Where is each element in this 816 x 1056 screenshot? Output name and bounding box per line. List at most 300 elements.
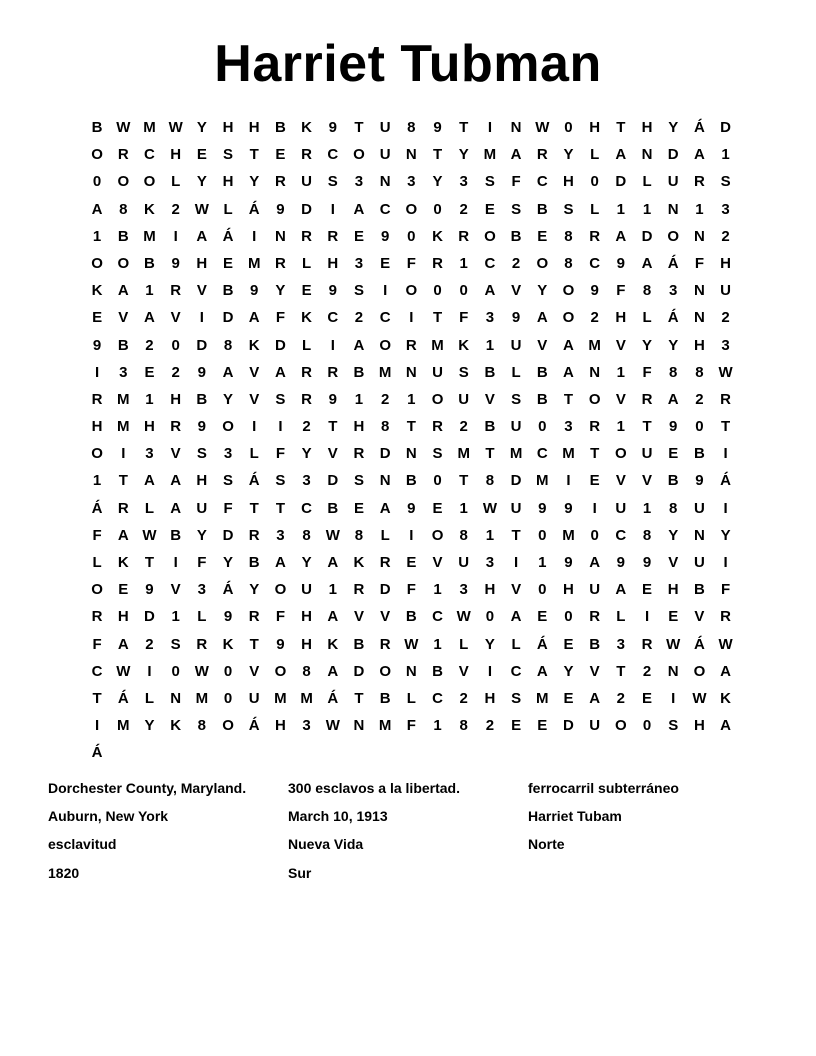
grid-cell[interactable]: D <box>327 472 339 490</box>
grid-cell[interactable]: B <box>405 472 417 490</box>
grid-cell[interactable]: R <box>117 499 129 517</box>
grid-cell[interactable]: T <box>249 146 259 164</box>
grid-cell[interactable]: W <box>666 635 681 653</box>
grid-cell[interactable]: 0 <box>642 717 652 735</box>
grid-cell[interactable]: A <box>144 472 155 490</box>
grid-cell[interactable]: D <box>222 526 234 544</box>
grid-cell[interactable]: C <box>327 146 339 164</box>
grid-cell[interactable]: L <box>144 689 155 707</box>
grid-cell[interactable]: W <box>456 608 471 626</box>
grid-cell[interactable]: H <box>117 608 129 626</box>
grid-cell[interactable]: 0 <box>223 662 233 680</box>
grid-cell[interactable]: D <box>144 608 155 626</box>
grid-cell[interactable]: Y <box>563 146 574 164</box>
grid-cell[interactable]: Á <box>693 119 705 136</box>
grid-cell[interactable]: O <box>405 282 418 300</box>
grid-cell[interactable]: 9 <box>328 282 337 300</box>
grid-cell[interactable]: Y <box>563 662 574 680</box>
grid-cell[interactable]: V <box>170 309 181 327</box>
grid-cell[interactable]: 2 <box>459 689 468 707</box>
grid-cell[interactable]: R <box>458 227 470 245</box>
grid-cell[interactable]: Á <box>667 309 679 327</box>
grid-cell[interactable]: V <box>170 445 181 463</box>
grid-cell[interactable]: B <box>536 363 548 381</box>
grid-cell[interactable]: O <box>274 581 287 599</box>
grid-cell[interactable]: N <box>405 146 417 164</box>
grid-cell[interactable]: M <box>431 336 444 354</box>
grid-cell[interactable]: 2 <box>171 200 180 218</box>
grid-cell[interactable]: L <box>406 689 416 707</box>
grid-cell[interactable]: Y <box>223 554 234 571</box>
grid-cell[interactable]: R <box>720 390 732 408</box>
grid-cell[interactable]: V <box>511 282 522 300</box>
grid-cell[interactable]: 0 <box>538 581 547 599</box>
grid-cell[interactable]: 8 <box>459 526 468 544</box>
grid-cell[interactable]: W <box>325 717 340 735</box>
grid-cell[interactable]: N <box>693 282 705 300</box>
grid-cell[interactable]: R <box>353 445 365 463</box>
grid-cell[interactable]: K <box>91 282 103 300</box>
grid-cell[interactable]: I <box>173 554 178 571</box>
grid-cell[interactable]: Y <box>196 173 207 191</box>
grid-cell[interactable]: R <box>91 608 103 626</box>
grid-cell[interactable]: E <box>432 499 443 517</box>
grid-cell[interactable]: 0 <box>695 418 704 436</box>
grid-cell[interactable]: T <box>459 472 469 490</box>
grid-cell[interactable]: D <box>510 472 522 490</box>
grid-cell[interactable]: 0 <box>485 608 495 626</box>
grid-cell[interactable]: Y <box>223 390 234 408</box>
grid-cell[interactable]: O <box>562 282 575 300</box>
grid-cell[interactable]: N <box>405 363 417 381</box>
grid-cell[interactable]: T <box>249 635 259 653</box>
grid-cell[interactable]: O <box>615 445 627 463</box>
grid-cell[interactable]: M <box>143 119 156 136</box>
grid-cell[interactable]: Y <box>668 526 679 544</box>
grid-cell[interactable]: R <box>91 390 103 408</box>
grid-cell[interactable]: V <box>458 662 469 680</box>
grid-cell[interactable]: I <box>383 282 388 300</box>
grid-cell[interactable]: A <box>91 200 103 218</box>
grid-cell[interactable]: W <box>692 689 707 707</box>
grid-cell[interactable]: S <box>563 200 574 218</box>
grid-cell[interactable]: 1 <box>433 635 442 653</box>
grid-cell[interactable]: B <box>248 554 260 571</box>
grid-cell[interactable]: H <box>170 146 182 164</box>
grid-cell[interactable]: V <box>694 608 705 626</box>
grid-cell[interactable]: 1 <box>695 200 704 218</box>
grid-cell[interactable]: E <box>144 363 155 381</box>
grid-cell[interactable]: V <box>589 662 600 680</box>
grid-cell[interactable]: N <box>693 309 705 327</box>
grid-cell[interactable]: A <box>667 390 679 408</box>
grid-cell[interactable]: F <box>275 309 285 327</box>
grid-cell[interactable]: Á <box>720 472 732 490</box>
grid-cell[interactable]: S <box>458 363 469 381</box>
grid-cell[interactable]: E <box>406 554 417 571</box>
grid-cell[interactable]: V <box>249 363 260 381</box>
grid-cell[interactable]: B <box>536 390 548 408</box>
grid-cell[interactable]: K <box>170 717 182 735</box>
grid-cell[interactable]: A <box>196 227 208 245</box>
grid-cell[interactable]: H <box>693 717 705 735</box>
grid-cell[interactable]: L <box>92 554 102 571</box>
grid-cell[interactable]: R <box>274 254 286 272</box>
grid-cell[interactable]: Y <box>668 119 679 136</box>
grid-cell[interactable]: C <box>589 254 601 272</box>
grid-cell[interactable]: Y <box>720 526 731 544</box>
grid-cell[interactable]: 1 <box>433 717 442 735</box>
grid-cell[interactable]: U <box>615 499 627 517</box>
grid-cell[interactable]: H <box>327 254 339 272</box>
grid-cell[interactable]: E <box>668 445 679 463</box>
grid-cell[interactable]: N <box>641 146 653 164</box>
grid-cell[interactable]: 8 <box>302 662 311 680</box>
grid-cell[interactable]: T <box>92 689 102 707</box>
grid-cell[interactable]: B <box>589 635 601 653</box>
grid-cell[interactable]: H <box>196 254 208 272</box>
grid-cell[interactable]: E <box>118 581 129 599</box>
grid-cell[interactable]: 1 <box>459 499 468 517</box>
grid-cell[interactable]: 0 <box>590 526 599 544</box>
grid-cell[interactable]: 9 <box>328 390 337 408</box>
grid-cell[interactable]: 0 <box>407 227 416 245</box>
grid-cell[interactable]: Á <box>117 689 129 707</box>
grid-cell[interactable]: B <box>144 254 155 272</box>
grid-cell[interactable]: 9 <box>145 581 154 599</box>
grid-cell[interactable]: 0 <box>564 119 573 136</box>
grid-cell[interactable]: F <box>275 608 285 626</box>
grid-cell[interactable]: F <box>92 635 102 653</box>
grid-cell[interactable]: T <box>616 119 626 136</box>
grid-cell[interactable]: A <box>248 309 260 327</box>
grid-cell[interactable]: W <box>116 662 131 680</box>
grid-cell[interactable]: A <box>327 662 339 680</box>
grid-cell[interactable]: Y <box>301 445 312 463</box>
grid-cell[interactable]: 1 <box>354 390 364 408</box>
grid-cell[interactable]: 1 <box>433 581 442 599</box>
grid-cell[interactable]: W <box>194 200 209 218</box>
grid-cell[interactable]: T <box>328 418 338 436</box>
grid-cell[interactable]: 2 <box>485 717 495 735</box>
grid-cell[interactable]: R <box>693 173 705 191</box>
grid-cell[interactable]: Y <box>249 173 260 191</box>
grid-cell[interactable]: U <box>196 499 208 517</box>
grid-cell[interactable]: O <box>379 336 391 354</box>
grid-cell[interactable]: Y <box>537 282 548 300</box>
grid-cell[interactable]: A <box>170 472 182 490</box>
grid-cell[interactable]: 8 <box>354 526 364 544</box>
grid-cell[interactable]: R <box>379 635 391 653</box>
grid-cell[interactable]: 9 <box>642 554 652 571</box>
grid-cell[interactable]: K <box>222 635 234 653</box>
grid-cell[interactable]: B <box>117 336 129 354</box>
grid-cell[interactable]: 8 <box>564 227 573 245</box>
grid-cell[interactable]: T <box>721 418 731 436</box>
grid-cell[interactable]: E <box>563 635 574 653</box>
grid-cell[interactable]: M <box>274 689 287 707</box>
grid-cell[interactable]: T <box>118 472 128 490</box>
grid-cell[interactable]: S <box>668 717 679 735</box>
grid-cell[interactable]: H <box>196 472 208 490</box>
grid-cell[interactable]: 2 <box>459 200 468 218</box>
grid-cell[interactable]: S <box>327 173 338 191</box>
grid-cell[interactable]: E <box>642 581 653 599</box>
grid-cell[interactable]: U <box>589 717 601 735</box>
grid-cell[interactable]: W <box>404 635 419 653</box>
grid-cell[interactable]: D <box>196 336 208 354</box>
grid-cell[interactable]: U <box>458 390 470 408</box>
grid-cell[interactable]: 1 <box>485 526 495 544</box>
grid-cell[interactable]: K <box>458 336 470 354</box>
grid-cell[interactable]: 3 <box>119 363 128 381</box>
grid-cell[interactable]: Y <box>668 336 679 354</box>
grid-cell[interactable]: A <box>510 146 522 164</box>
grid-cell[interactable]: F <box>197 554 207 571</box>
grid-cell[interactable]: B <box>432 662 443 680</box>
grid-cell[interactable]: Y <box>484 635 495 653</box>
grid-cell[interactable]: Á <box>248 472 260 490</box>
grid-cell[interactable]: S <box>223 472 234 490</box>
grid-cell[interactable]: B <box>91 119 103 136</box>
grid-cell[interactable]: N <box>379 472 391 490</box>
grid-cell[interactable]: A <box>563 363 574 381</box>
grid-cell[interactable]: T <box>511 526 521 544</box>
grid-cell[interactable]: C <box>536 445 548 463</box>
grid-cell[interactable]: V <box>249 390 260 408</box>
grid-cell[interactable]: O <box>536 254 549 272</box>
grid-cell[interactable]: 8 <box>380 418 390 436</box>
grid-cell[interactable]: D <box>667 146 679 164</box>
grid-cell[interactable]: F <box>511 173 521 191</box>
grid-cell[interactable]: F <box>406 717 416 735</box>
grid-cell[interactable]: C <box>379 200 391 218</box>
grid-cell[interactable]: 0 <box>433 200 442 218</box>
grid-cell[interactable]: 0 <box>92 173 102 191</box>
grid-cell[interactable]: E <box>353 499 364 517</box>
grid-cell[interactable]: L <box>459 635 469 653</box>
grid-cell[interactable]: R <box>353 581 365 599</box>
grid-cell[interactable]: U <box>589 581 601 599</box>
grid-cell[interactable]: B <box>353 635 365 653</box>
grid-cell[interactable]: R <box>641 635 653 653</box>
grid-cell[interactable]: E <box>537 608 548 626</box>
grid-cell[interactable]: V <box>353 608 364 626</box>
grid-cell[interactable]: I <box>95 717 100 735</box>
grid-cell[interactable]: 8 <box>642 526 652 544</box>
grid-cell[interactable]: E <box>196 146 207 164</box>
grid-cell[interactable]: R <box>379 554 391 571</box>
grid-cell[interactable]: I <box>566 472 571 490</box>
grid-cell[interactable]: A <box>327 608 339 626</box>
grid-cell[interactable]: C <box>510 662 522 680</box>
grid-cell[interactable]: I <box>487 662 492 680</box>
grid-cell[interactable]: 2 <box>590 309 599 327</box>
grid-cell[interactable]: 8 <box>302 526 311 544</box>
grid-cell[interactable]: B <box>170 526 182 544</box>
grid-cell[interactable]: Y <box>458 146 469 164</box>
grid-cell[interactable]: 0 <box>171 662 180 680</box>
grid-cell[interactable]: R <box>170 418 182 436</box>
grid-cell[interactable]: F <box>223 499 233 517</box>
grid-cell[interactable]: M <box>483 146 497 164</box>
grid-cell[interactable]: R <box>405 336 417 354</box>
grid-cell[interactable]: E <box>353 227 364 245</box>
grid-cell[interactable]: O <box>588 390 601 408</box>
grid-cell[interactable]: 2 <box>145 635 154 653</box>
grid-cell[interactable]: V <box>249 662 260 680</box>
grid-cell[interactable]: 8 <box>407 119 416 136</box>
grid-cell[interactable]: R <box>196 635 208 653</box>
grid-cell[interactable]: U <box>693 499 705 517</box>
grid-cell[interactable]: R <box>589 418 601 436</box>
grid-cell[interactable]: 3 <box>485 309 495 327</box>
grid-cell[interactable]: A <box>615 146 627 164</box>
grid-cell[interactable]: A <box>274 363 286 381</box>
grid-cell[interactable]: U <box>458 554 470 571</box>
grid-cell[interactable]: V <box>380 608 391 626</box>
grid-cell[interactable]: A <box>274 554 286 571</box>
grid-cell[interactable]: 9 <box>433 119 442 136</box>
grid-cell[interactable]: 0 <box>538 526 547 544</box>
grid-cell[interactable]: Á <box>693 635 705 653</box>
grid-cell[interactable]: S <box>511 689 522 707</box>
grid-cell[interactable]: O <box>117 173 130 191</box>
grid-cell[interactable]: T <box>406 418 416 436</box>
grid-cell[interactable]: S <box>275 472 286 490</box>
grid-cell[interactable]: M <box>300 689 313 707</box>
grid-cell[interactable]: A <box>536 309 548 327</box>
grid-cell[interactable]: B <box>274 119 286 136</box>
grid-cell[interactable]: T <box>590 445 600 463</box>
grid-cell[interactable]: R <box>432 254 443 272</box>
grid-cell[interactable]: 8 <box>669 363 678 381</box>
grid-cell[interactable]: R <box>327 363 339 381</box>
grid-cell[interactable]: R <box>589 227 601 245</box>
grid-cell[interactable]: I <box>173 227 178 245</box>
grid-cell[interactable]: I <box>644 608 650 626</box>
grid-cell[interactable]: E <box>380 254 391 272</box>
grid-cell[interactable]: 1 <box>459 254 468 272</box>
grid-cell[interactable]: U <box>432 363 443 381</box>
grid-cell[interactable]: O <box>615 717 627 735</box>
grid-cell[interactable]: U <box>510 336 522 354</box>
grid-cell[interactable]: B <box>222 282 234 300</box>
grid-cell[interactable]: 1 <box>145 282 154 300</box>
grid-cell[interactable]: A <box>117 526 129 544</box>
grid-cell[interactable]: Y <box>249 581 260 599</box>
grid-cell[interactable]: K <box>117 554 129 571</box>
grid-cell[interactable]: 9 <box>616 254 626 272</box>
grid-cell[interactable]: Á <box>222 227 234 245</box>
grid-cell[interactable]: V <box>170 581 181 599</box>
grid-cell[interactable]: M <box>143 227 156 245</box>
grid-cell[interactable]: V <box>615 336 626 354</box>
grid-cell[interactable]: V <box>615 472 626 490</box>
grid-cell[interactable]: 9 <box>328 119 337 136</box>
grid-cell[interactable]: V <box>511 581 522 599</box>
grid-cell[interactable]: C <box>379 309 391 327</box>
grid-cell[interactable]: V <box>118 309 129 327</box>
grid-cell[interactable]: V <box>642 472 653 490</box>
grid-cell[interactable]: 1 <box>642 200 652 218</box>
grid-cell[interactable]: I <box>723 445 728 463</box>
grid-cell[interactable]: H <box>170 390 182 408</box>
grid-cell[interactable]: T <box>144 554 155 571</box>
grid-cell[interactable]: T <box>249 499 259 517</box>
grid-cell[interactable]: A <box>379 499 391 517</box>
grid-cell[interactable]: H <box>667 581 679 599</box>
grid-cell[interactable]: T <box>459 119 469 136</box>
grid-cell[interactable]: Á <box>91 499 103 517</box>
grid-cell[interactable]: A <box>615 227 627 245</box>
grid-cell[interactable]: 3 <box>669 282 678 300</box>
grid-cell[interactable]: O <box>274 662 287 680</box>
grid-cell[interactable]: O <box>379 662 391 680</box>
grid-cell[interactable]: V <box>668 554 679 571</box>
grid-cell[interactable]: 3 <box>459 173 468 191</box>
grid-cell[interactable]: O <box>222 717 234 735</box>
grid-cell[interactable]: R <box>301 227 313 245</box>
grid-cell[interactable]: B <box>327 499 339 517</box>
grid-cell[interactable]: 2 <box>145 336 154 354</box>
grid-cell[interactable]: U <box>248 689 260 707</box>
grid-cell[interactable]: L <box>590 200 600 218</box>
grid-cell[interactable]: M <box>588 336 601 354</box>
grid-cell[interactable]: S <box>484 173 495 191</box>
grid-cell[interactable]: O <box>562 309 575 327</box>
grid-cell[interactable]: A <box>720 717 732 735</box>
grid-cell[interactable]: 9 <box>538 499 547 517</box>
grid-cell[interactable]: O <box>693 662 706 680</box>
grid-cell[interactable]: K <box>353 554 365 571</box>
grid-cell[interactable]: H <box>222 119 234 136</box>
grid-cell[interactable]: 0 <box>538 418 547 436</box>
grid-cell[interactable]: W <box>535 119 550 136</box>
grid-cell[interactable]: Á <box>91 744 103 762</box>
grid-cell[interactable]: B <box>484 418 496 436</box>
grid-cell[interactable]: T <box>485 445 495 463</box>
grid-cell[interactable]: 9 <box>276 200 285 218</box>
grid-cell[interactable]: I <box>121 445 126 463</box>
grid-cell[interactable]: 3 <box>721 336 730 354</box>
grid-cell[interactable]: H <box>144 418 155 436</box>
grid-cell[interactable]: B <box>536 200 548 218</box>
grid-cell[interactable]: O <box>222 418 234 436</box>
grid-cell[interactable]: F <box>642 363 652 381</box>
grid-cell[interactable]: A <box>589 554 601 571</box>
grid-cell[interactable]: 8 <box>197 717 207 735</box>
grid-cell[interactable]: H <box>641 119 653 136</box>
grid-cell[interactable]: Á <box>248 717 260 735</box>
grid-cell[interactable]: 9 <box>250 282 259 300</box>
grid-cell[interactable]: 2 <box>721 309 730 327</box>
grid-cell[interactable]: H <box>301 635 313 653</box>
grid-cell[interactable]: U <box>379 119 391 136</box>
grid-cell[interactable]: 8 <box>459 717 468 735</box>
grid-cell[interactable]: W <box>718 363 733 381</box>
grid-cell[interactable]: M <box>378 717 392 735</box>
grid-cell[interactable]: F <box>459 309 469 327</box>
grid-cell[interactable]: B <box>379 689 391 707</box>
grid-cell[interactable]: O <box>405 200 418 218</box>
grid-cell[interactable]: R <box>327 227 339 245</box>
grid-cell[interactable]: E <box>484 200 495 218</box>
grid-cell[interactable]: D <box>274 336 286 354</box>
grid-cell[interactable]: 3 <box>721 200 730 218</box>
grid-cell[interactable]: H <box>301 608 313 626</box>
grid-cell[interactable]: L <box>590 146 600 164</box>
